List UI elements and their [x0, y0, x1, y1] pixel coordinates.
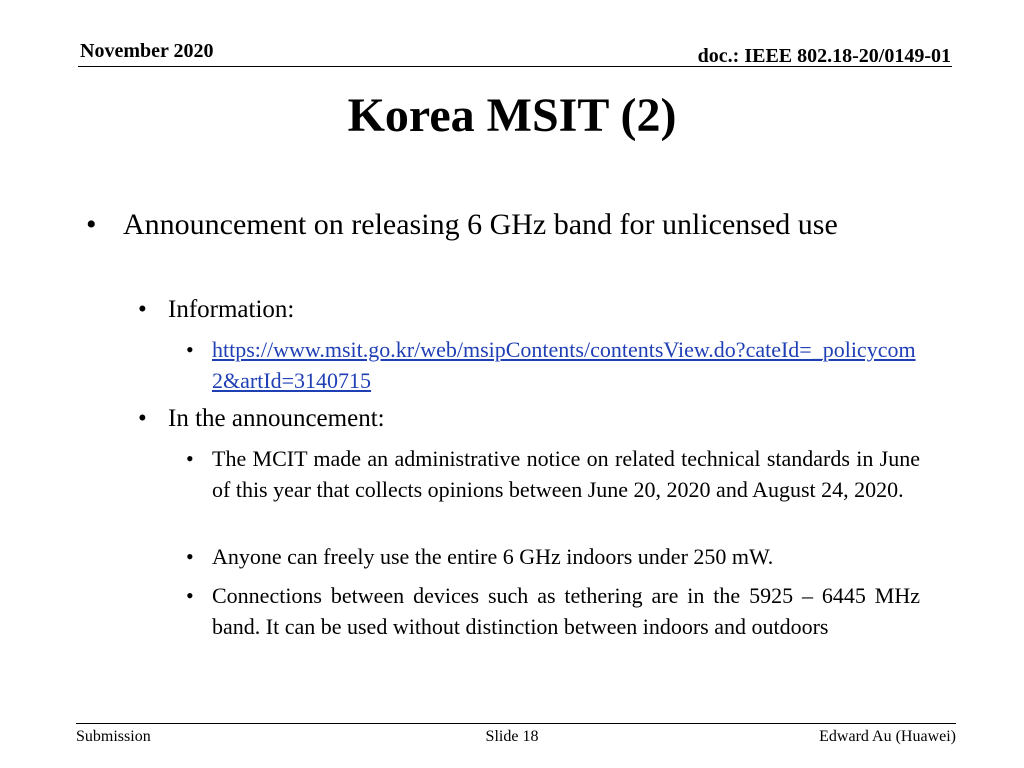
bullet-glyph: •: [186, 446, 194, 471]
bullet-in-announcement: In the announcement:: [168, 405, 385, 432]
footer-author: Edward Au (Huawei): [819, 728, 956, 745]
footer-submission: Submission: [76, 728, 151, 745]
information-link[interactable]: https://www.msit.go.kr/web/msipContents/contentsView.do?cateId=_policycom2&artId=3140715: [212, 337, 916, 393]
bullet-glyph: •: [186, 544, 194, 569]
slide-title: Korea MSIT (2): [347, 89, 677, 142]
header-doc-id: doc.: IEEE 802.18-20/0149-01: [697, 45, 951, 67]
bullet-glyph: •: [186, 337, 194, 362]
footer-divider: [76, 723, 956, 724]
bullet-glyph: •: [138, 296, 147, 323]
bullet-glyph: •: [186, 583, 194, 608]
bullet-tethering-band: Connections between devices such as tethering are in the 5925 – 6445 MHz band. It can be used without distinction between indoors and outdoors: [212, 583, 920, 639]
bullet-mcit-notice: The MCIT made an administrative notice on related technical standards in June of this year that collects opinions between June 20, 2020 and August 24, 2020.: [212, 446, 920, 502]
bullet-glyph: •: [138, 405, 147, 432]
bullet-announcement: Announcement on releasing 6 GHz band for unlicensed use: [123, 208, 838, 241]
header-date: November 2020: [80, 40, 214, 62]
bullet-information: Information:: [168, 296, 295, 323]
footer-slide-number: Slide 18: [485, 728, 539, 745]
bullet-glyph: •: [86, 208, 97, 241]
bullet-indoor-use: Anyone can freely use the entire 6 GHz indoors under 250 mW.: [212, 544, 774, 569]
